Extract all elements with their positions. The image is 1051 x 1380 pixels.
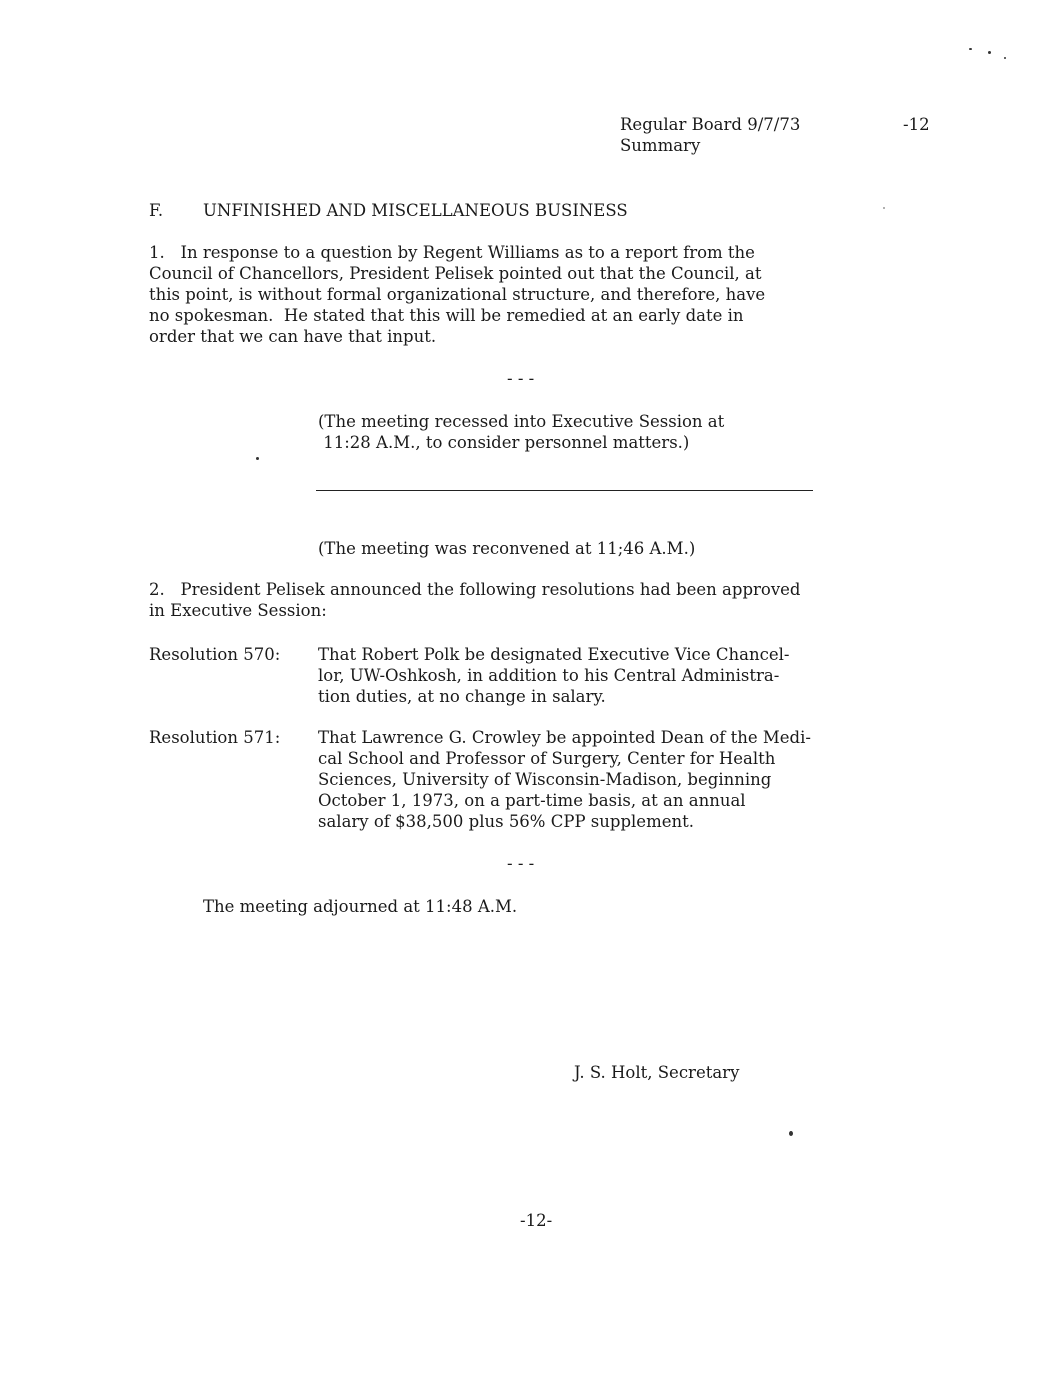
scan-speck xyxy=(256,457,259,460)
resolution-571-line-4: October 1, 1973, on a part-time basis, at an annual xyxy=(318,791,746,810)
resolution-571-line-3: Sciences, University of Wisconsin-Madison, beginning xyxy=(318,770,772,789)
item1-line-5: order that we can have that input. xyxy=(149,327,437,346)
item1-line-1: 1. In response to a question by Regent Williams as to a report from the xyxy=(149,243,755,262)
section-letter: F. xyxy=(149,201,164,220)
signature: J. S. Holt, Secretary xyxy=(574,1063,740,1082)
scan-speck xyxy=(789,1131,793,1136)
header-page-ref: -12 xyxy=(903,115,930,134)
separator-2: - - - xyxy=(507,854,535,873)
header-subtitle: Summary xyxy=(620,136,701,155)
footer-page-number: -12- xyxy=(520,1211,553,1230)
scan-speck xyxy=(969,48,972,50)
resolution-571-line-1: That Lawrence G. Crowley be appointed Dean of the Medi- xyxy=(318,728,811,747)
scan-speck xyxy=(883,207,885,209)
recess-line-2: 11:28 A.M., to consider personnel matters.) xyxy=(318,433,690,452)
item2-line-1: 2. President Pelisek announced the following resolutions had been approved xyxy=(149,580,801,599)
resolution-570-line-3: tion duties, at no change in salary. xyxy=(318,687,606,706)
scan-speck xyxy=(1004,57,1006,59)
separator-1: - - - xyxy=(507,369,535,388)
reconvene-note: (The meeting was reconvened at 11;46 A.M.) xyxy=(318,539,696,558)
recess-line-1: (The meeting recessed into Executive Session at xyxy=(318,412,725,431)
section-title: UNFINISHED AND MISCELLANEOUS BUSINESS xyxy=(203,201,628,220)
item1-line-3: this point, is without formal organizational structure, and therefore, have xyxy=(149,285,766,304)
header-title: Regular Board 9/7/73 xyxy=(620,115,801,134)
item1-line-4: no spokesman. He stated that this will be remedied at an early date in xyxy=(149,306,744,325)
divider-rule xyxy=(316,490,813,491)
adjourn-note: The meeting adjourned at 11:48 A.M. xyxy=(203,897,518,916)
item2-line-2: in Executive Session: xyxy=(149,601,327,620)
resolution-570-line-1: That Robert Polk be designated Executive Vice Chancel- xyxy=(318,645,790,664)
item1-line-2: Council of Chancellors, President Pelisek pointed out that the Council, at xyxy=(149,264,762,283)
resolution-571-line-5: salary of $38,500 plus 56% CPP supplement. xyxy=(318,812,694,831)
resolution-571-line-2: cal School and Professor of Surgery, Center for Health xyxy=(318,749,776,768)
resolution-570-line-2: lor, UW-Oshkosh, in addition to his Central Administra- xyxy=(318,666,780,685)
resolution-570-label: Resolution 570: xyxy=(149,645,281,664)
scan-speck xyxy=(988,51,991,54)
resolution-571-label: Resolution 571: xyxy=(149,728,281,747)
